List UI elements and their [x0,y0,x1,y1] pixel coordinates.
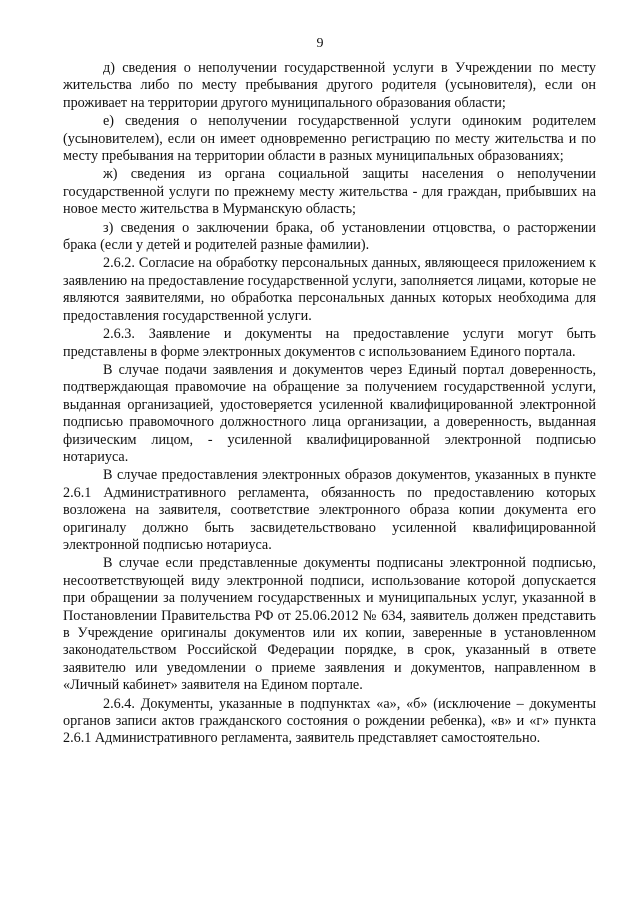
paragraph-electronic-images: В случае предоставления электронных образов документов, указанных в пункте 2.6.1 Административного регламента, обязанность по предоставлению которых возложена на заявителя, соответствие электронного образа копии документа его оригиналу должно быть засвидетельствовано усиленной квалифицированной электронной подписью нотариуса. [63,467,596,553]
paragraph-item-z: з) сведения о заключении брака, об установлении отцовства, о расторжении брака (если у детей и родителей разные фамилии). [63,219,596,254]
paragraph-2-6-4: 2.6.4. Документы, указанные в подпунктах «а», «б» (исключение – документы органов записи актов гражданского состояния о рождении ребенка), «в» и «г» пункта 2.6.1 Административного регламента, заявитель представляет самостоятельно. [63,695,596,747]
paragraph-signature-mismatch: В случае если представленные документы подписаны электронной подписью, несоответствующей виду электронной подписи, использование которой допускается при обращении за получением государственных и муниципальных услуг, указанной в Постановлении Правительства РФ от 25.06.2012 № 634, заявитель должен представить в Учреждение оригиналы документов или их копии, заверенные в установленном законодательством Российской Федерации порядке, в срок, указанный в ответе заявителю или уведомлении о приеме заявления и документов, направленном в «Личный кабинет» заявителя на Едином портале. [63,555,596,694]
paragraph-power-of-attorney: В случае подачи заявления и документов через Единый портал доверенность, подтверждающая правомочие на обращение за получением государственной услуги, выданная организацией, удостоверяется усиленной квалифицированной электронной подписью правомочного должностного лица организации, а доверенность, выданная физическим лицом, - усиленной квалифицированной электронной подписью нотариуса. [63,361,596,465]
paragraph-item-zh: ж) сведения из органа социальной защиты населения о неполучении государственной услуги по прежнему месту жительства - для граждан, прибывших на новое место жительства в Мурманскую область; [63,166,596,218]
paragraph-item-e: е) сведения о неполучении государственной услуги одиноким родителем (усыновителем), если он имеет одновременно регистрацию по месту жительства и по месту пребывания на территории области в разных муниципальных образованиях; [63,113,596,165]
document-body [63,60,596,749]
paragraph-item-d: д) сведения о неполучении государственной услуги в Учреждении по месту жительства либо по месту пребывания другого родителя (усыновителя), если он проживает на территории другого муниципального образования области; [63,60,596,111]
page-number: 9 [316,36,324,51]
paragraph-2-6-3: 2.6.3. Заявление и документы на предоставление услуги могут быть представлены в форме электронных документов с использованием Единого портала. [63,326,596,360]
paragraph-2-6-2: 2.6.2. Согласие на обработку персональных данных, являющееся приложением к заявлению на предоставление государственной услуги, заполняется лицами, которые не являются заявителями, но обработка персональных данных которых необходима для предоставления государственной услуги. [63,255,596,324]
